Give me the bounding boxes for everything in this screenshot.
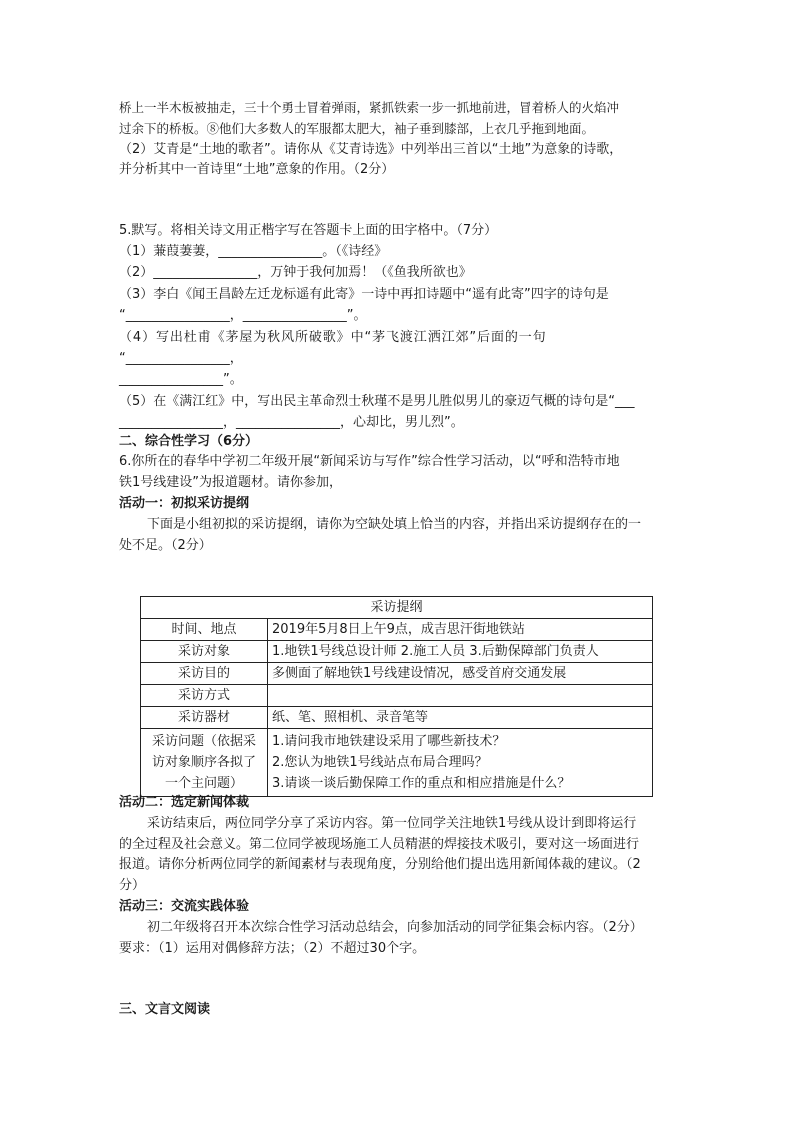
activity-2-line-3: 报道。请你分析两位同学的新闻素材与表现角度，分别给他们提出选用新闻体裁的建议。（2 [119,857,641,872]
activity-2-title: 活动二：选定新闻体裁 [119,795,250,810]
question-label-line: 一个主问题） [164,776,243,791]
table-row [141,641,653,663]
table-row [141,619,653,641]
table-row [141,729,653,797]
question-label-line: 采访问题（依据采 [151,734,256,749]
section-2-heading: 二、综合性学习（6分） [119,434,259,449]
row-label: 采访方式 [141,685,268,707]
activity-2-line-2: 的全过程及社会意义。第二位同学被现场施工人员精湛的焊接技术吸引，要对这一场面进行 [119,837,640,852]
question-5-item-3a: （3）李白《闻王昌龄左迁龙标遥有此寄》一诗中再扣诗题中“遥有此寄”四字的诗句是 [119,287,609,302]
section-3-heading: 三、文言文阅读 [119,1002,211,1017]
activity-3-line-1: 初二年级将召开本次综合性学习活动总结会，向参加活动的同学征集会标内容。（2分） [147,920,643,935]
question-5-item-2: （2）________________，万钟于我何加焉！（《鱼我所欲也》 [119,265,472,280]
interview-question: 3.请谈一谈后勤保障工作的重点和相应措施是什么？ [272,776,571,791]
question-5-item-4a: （4）写出杜甫《茅屋为秋风所破歌》中“茅飞渡江洒江郊”后面的一句 [119,330,547,345]
questions-cell [268,729,653,797]
passage-line-1: 桥上一半木板被抽走，三十个勇士冒着弹雨，紧抓铁索一步一抓地前进，冒着桥人的火焰冲 [119,100,620,115]
row-label: 采访对象 [141,641,268,663]
question-4-2-line-2: 并分析其中一首诗里“土地”意象的作用。（2分） [119,162,395,177]
question-5-item-3b: “________________，________________”。 [119,308,367,323]
question-5-item-1: （1）蒹葭萋萋，________________。（《诗经》 [119,244,388,259]
interview-outline-table [140,596,653,797]
row-label: 时间、地点 [141,619,268,641]
question-label [141,729,268,797]
table-row [141,707,653,729]
activity-2-line-4: 分） [119,878,146,893]
activity-3-title: 活动三：交流实践体验 [119,899,250,914]
activity-1-line-2: 处不足。（2分） [119,538,212,553]
row-value: 1.地铁1号线总设计师 2.施工人员 3.后勤保障部门负责人 [268,641,653,663]
question-6-line-2: 铁1号线建设”为报道题材。请你参加， [119,475,343,490]
question-5-title: 5.默写。将相关诗文用正楷字写在答题卡上面的田字格中。（7分） [119,223,498,238]
interview-question: 2.您认为地铁1号线站点布局合理吗？ [272,755,488,770]
passage-line-2: 过余下的桥板。⑧他们大多数人的军服都太肥大，袖子垂到膝部，上衣几乎拖到地面。 [119,121,595,136]
row-value: 纸、笔、照相机、录音笔等 [268,707,653,729]
question-6-line-1: 6.你所在的春华中学初二年级开展“新闻采访与写作”综合性学习活动，以“呼和浩特市地 [119,454,620,469]
row-label: 采访目的 [141,663,268,685]
question-5-item-5a: （5）在《满江红》中，写出民主革命烈士秋瑾不是男儿胜似男儿的豪迈气概的诗句是“___ [119,394,635,409]
question-5-item-4b: “________________， [119,351,243,366]
row-value-blank [268,685,653,707]
activity-2-line-1: 采访结束后，两位同学分享了采访内容。第一位同学关注地铁1号线从设计到即将运行 [147,816,637,831]
table-row [141,685,653,707]
row-value: 2019年5月8日上午9点，成吉思汗街地铁站 [268,619,653,641]
table-title: 采访提纲 [141,597,653,619]
question-4-2-line-1: （2）艾青是“土地的歌者”。请你从《艾青诗选》中列举出三首以“土地”为意象的诗歌， [119,142,623,157]
row-label: 采访器材 [141,707,268,729]
activity-3-line-2: 要求：（1）运用对偶修辞方法；（2）不超过30个字。 [119,941,426,956]
question-label-line: 访对象顺序各拟了 [151,755,256,770]
question-5-item-5b: ________________，________________，心却比，男儿烈”。 [119,415,464,430]
activity-1-title: 活动一：初拟采访提纲 [119,496,250,511]
interview-question: 1.请问我市地铁建设采用了哪些新技术？ [272,734,506,749]
table-row [141,663,653,685]
activity-1-line-1: 下面是小组初拟的采访提纲，请你为空缺处填上恰当的内容，并指出采访提纲存在的一 [147,517,642,532]
row-value: 多侧面了解地铁1号线建设情况，感受首府交通发展 [268,663,653,685]
question-5-item-4c: ________________”。 [119,372,243,387]
